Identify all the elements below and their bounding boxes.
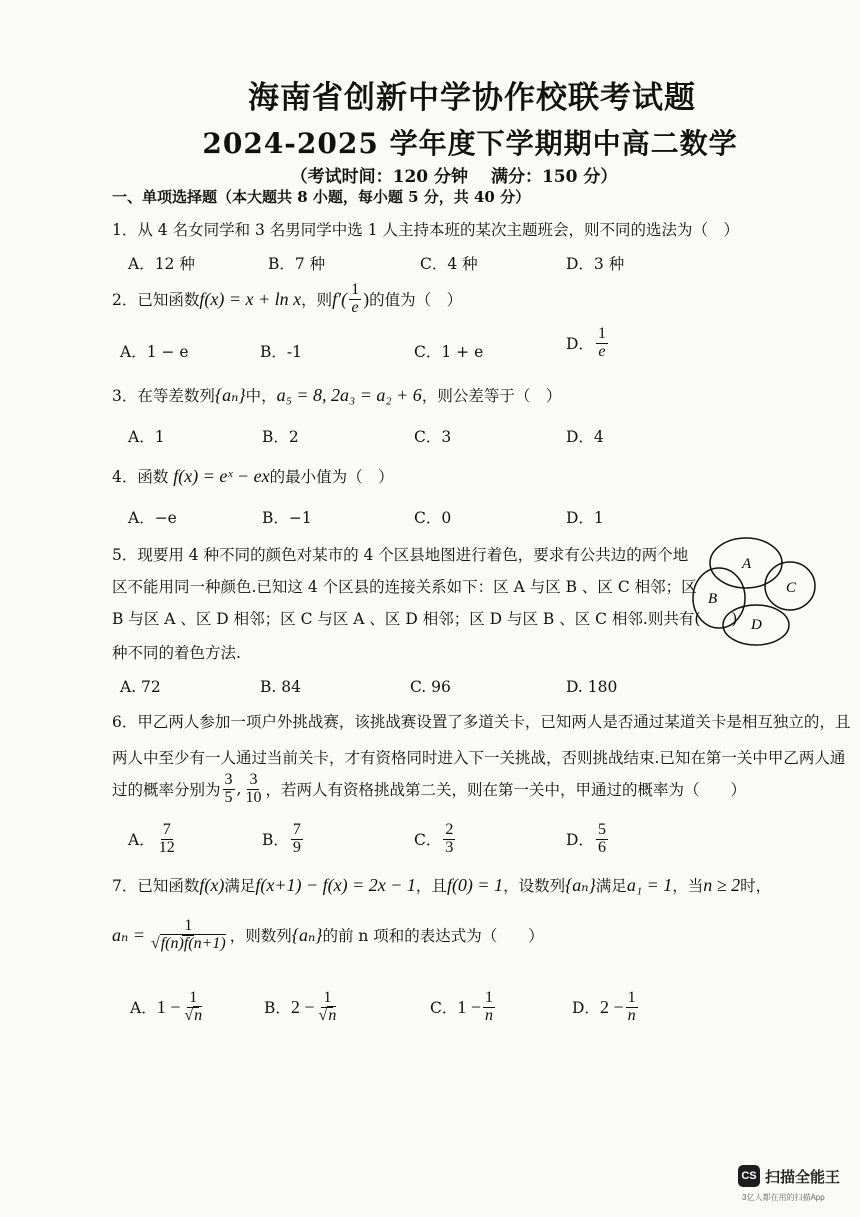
q6-opt-d-den: 6 [597,838,606,856]
q2-fraction [349,282,361,317]
q3-text-b: 中， [245,387,277,405]
q2-derivative: f′( [332,288,348,309]
q3-sequence: {aₙ} [214,385,246,405]
question-6-line1: 6．甲乙两人参加一项户外挑战赛，该挑战赛设置了多道关卡，已知两人是否通过某道关卡是相互独立的，且 [112,713,851,731]
q7-opt-c-num: 1 [485,989,494,1006]
q7-option-a-label: A． [130,999,157,1018]
q7-eq3: a₁ = 1 [626,875,673,895]
q6-opt-d-num: 5 [597,821,606,838]
question-3-text [112,384,561,406]
q6-p2-den: 10 [245,788,262,806]
q7-suffix-a: ，则数列 [229,927,292,946]
question-5-line3: B 与区 A 、区 D 相邻；区 C 与区 A 、区 D 相邻；区 D 与区 B 、区 C 相邻.则共有( ) [112,610,738,628]
section-title: 一、单项选择题（本大题共 8 小题，每小题 5 分，共 40 分） [112,188,531,206]
q2-option-c: C．1 + e [414,343,484,361]
q6-p2-num: 3 [249,771,258,788]
q6-opt-a-den: 12 [158,838,175,856]
question-7-line1 [112,874,771,896]
q6-option-a-label: A． [128,831,155,850]
q6-opt-c-den: 3 [445,838,454,856]
q5-option-a: A. 72 [120,678,161,696]
q6-option-c [414,822,457,857]
q3-option-a: A．1 [128,428,165,446]
question-5-line4: 种不同的着色方法. [112,644,241,662]
q7-an-den-radicand: f(n)f(n+1) [160,934,226,952]
region-b-label: B [708,591,718,607]
q7-opt-b-num: 1 [323,989,332,1006]
q7-option-c-lead: 1 − [457,996,482,1017]
q2-option-b: B．-1 [260,343,302,361]
q7-text-f: ，当 [672,877,704,895]
q7-an-num: 1 [184,917,193,934]
q6-line3-prefix: 过的概率分别为 [112,781,221,800]
q7-option-c [430,990,497,1025]
q5-option-d: D. 180 [566,678,618,696]
q7-eq1: f(x+1) − f(x) = 2x − 1 [255,875,416,895]
q7-suffix-b: 的前 n 项和的表达式为（ ） [322,927,544,946]
q1-option-a: A．12 种 [128,255,195,273]
q7-option-d [572,990,640,1025]
q2-mid: ，则 [301,291,333,310]
q2-prefix: 2．已知函数 [112,291,200,310]
q3-text-a: 3．在等差数列 [112,387,215,405]
q1-option-b: B．7 种 [268,255,326,273]
q1-option-d: D．3 种 [566,255,625,273]
q7-an-lhs: aₙ = [112,924,145,945]
q6-opt-b-num: 7 [292,821,301,838]
q6-option-d [566,822,610,857]
q2-opt-d-num: 1 [597,325,606,342]
region-d-label: D [751,617,762,633]
q7-seq: {aₙ} [565,875,596,895]
region-map-diagram [690,530,830,650]
q7-an-den: √f(n)f(n+1) [150,934,226,952]
q6-option-a [128,822,179,857]
q7-option-c-label: C． [430,999,458,1018]
exam-title-line1: 海南省创新中学协作校联考试题 [248,80,696,116]
q2-option-d-label: D． [566,335,594,354]
camscanner-logo-icon: CS [738,1165,760,1187]
question-6-line3: 过的概率分别为 $\frac{3}{5}$ , $\frac{3}{10}$ ，若两人有资格挑战第二关，则在第一关中，甲通过的概率为（ ） [112,771,746,806]
q2-close: ) [363,288,370,309]
q6-line3-suffix: ，若两人有资格挑战第二关，则在第一关中，甲通过的概率为（ ） [265,781,746,800]
camscanner-brand: 扫描全能王 [765,1168,841,1186]
q4-option-d: D．1 [566,509,604,527]
q2-frac-num: 1 [351,281,360,298]
q3-option-c: C．3 [414,428,452,446]
q2-opt-d-den: e [598,342,606,360]
question-4-text [112,465,394,487]
q7-seq-2: {aₙ} [291,924,323,945]
q7-opt-d-num: 1 [627,989,636,1006]
q7-option-d-label: D． [572,999,600,1018]
q7-option-a-lead: 1 − [156,996,181,1017]
camscanner-watermark [738,1165,840,1187]
q6-option-b [262,822,305,857]
region-a-label: A [742,556,752,572]
q6-opt-a-num: 7 [162,821,171,838]
q5-option-c: C. 96 [410,678,451,696]
q7-opt-c-den: n [485,1006,494,1024]
q3-option-d: D．4 [566,428,604,446]
question-7-line2 [112,918,544,953]
q2-function: f(x) = x + ln x [199,288,302,309]
q7-opt-b-den: n [328,1006,337,1024]
q7-an-fraction [149,918,228,953]
q7-option-b: B． 2 − $\frac{1}{√n}$ [264,989,337,1024]
q6-option-d-label: D． [566,831,594,850]
q2-suffix: 的值为（ ） [369,291,463,310]
camscanner-tagline: 3亿人都在用的扫描App [742,1193,825,1202]
q6-option-c-label: C． [414,831,442,850]
q5-option-b: B. 84 [260,678,301,696]
region-b-shape [693,568,745,628]
q7-option-b-lead: 2 − [290,996,315,1017]
q4-option-b: B．−1 [262,509,312,527]
q2-frac-den: e [351,298,359,316]
q2-option-a: A．1 − e [120,343,189,361]
q7-eq4: n ≥ 2 [703,875,741,895]
q7-f: f(x) [199,875,225,895]
q7-text-g: 时， [740,877,772,895]
q3-condition: a₅ = 8, 2a₃ = a₂ + 6 [276,385,422,405]
q3-option-b: B．2 [262,428,299,446]
q7-option-d-lead: 2 − [599,996,624,1017]
q4-prefix: 4．函数 [112,468,174,486]
question-2-text [112,282,462,317]
q7-text-e: 满足 [595,877,627,895]
q1-option-c: C．4 种 [420,255,478,273]
question-5-line2: 区不能用同一种颜色.已知这 4 个区县的连接关系如下：区 A 与区 B 、区 C 相邻；区 [112,578,697,596]
exam-title-line2: 2024-2025 学年度下学期期中高二数学 [202,127,738,160]
q4-option-c: C．0 [414,509,452,527]
q7-option-a: A． 1 − $\frac{1}{√n}$ [130,989,203,1024]
q6-p2-fraction [243,772,263,807]
q7-text-a: 7．已知函数 [112,877,200,895]
q2-option-d [566,326,610,361]
q3-text-c: ，则公差等于（ ） [421,387,562,405]
q7-option-b-label: B． [264,999,291,1018]
q7-text-d: ，设数列 [503,877,566,895]
q6-opt-b-den: 9 [292,838,301,856]
q7-eq2: f(0) = 1 [446,875,504,895]
q7-text-b: 满足 [224,877,256,895]
q7-text-c: ，且 [415,877,447,895]
q6-p1-fraction [223,772,235,807]
q7-opt-d-den: n [627,1006,636,1024]
q4-function: f(x) = eˣ − ex [173,466,270,486]
q6-p1-num: 3 [224,771,233,788]
q6-opt-c-num: 2 [445,821,454,838]
region-c-label: C [786,580,797,596]
question-1-text: 1．从 4 名女同学和 3 名男同学中选 1 人主持本班的某次主题班会，则不同的选法为（ ） [112,221,740,239]
q4-option-a: A．−e [128,509,177,527]
q7-opt-a-den: n [194,1006,203,1024]
exam-info: （考试时间：120 分钟 满分：150 分） [290,167,618,187]
question-5-line1: 5．现要用 4 种不同的颜色对某市的 4 个区县地图进行着色，要求有公共边的两个地 [112,546,689,564]
q4-suffix: 的最小值为（ ） [269,468,394,486]
q2-option-d-fraction [596,326,608,361]
q7-opt-a-num: 1 [189,989,198,1006]
q6-option-b-label: B． [262,831,289,850]
question-6-line2: 两人中至少有一人通过当前关卡，才有资格同时进入下一关挑战，否则挑战结束.已知在第一关中甲乙两人通 [112,749,846,767]
q6-p1-den: 5 [224,788,233,806]
